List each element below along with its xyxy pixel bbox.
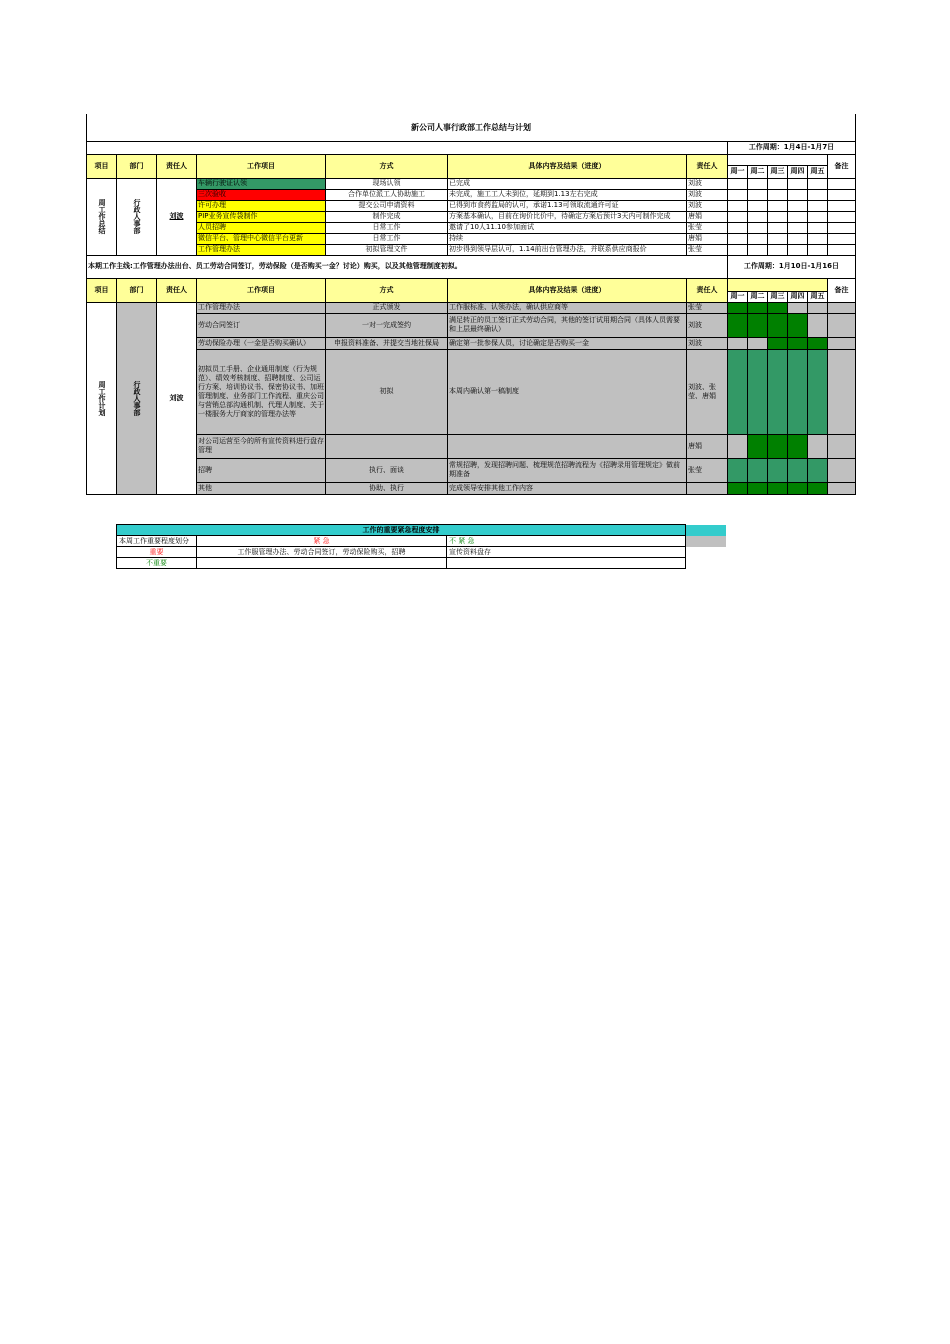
plan-work-item: 工作管理办法 [197,302,326,313]
summary-day-cell [768,233,788,244]
plan-row [87,302,856,313]
plan-row [87,349,856,434]
plan-person: 刘波 [687,337,728,349]
plan-day-cell [728,434,748,458]
plan-day-cell [768,482,788,494]
summary-person: 刘波 [687,189,728,200]
important-not-urgent-cell: 宣传资料盘存 [447,547,686,558]
summary-remark-cell [828,200,856,211]
plan-day-header: 周四 [788,291,808,302]
plan-day-cell [748,337,768,349]
not-important-label: 不重要 [117,558,197,569]
plan-person: 唐娟 [687,434,728,458]
plan-header-person: 责任人 [687,278,728,302]
header-detail: 具体内容及结果（进度） [448,154,687,178]
summary-day-cell [748,178,768,189]
summary-person: 张莹 [687,244,728,255]
summary-row [87,189,856,200]
plan-day-cell [808,349,828,434]
report-table [86,114,856,495]
summary-work-item: 三次验收 [197,189,326,200]
plan-header-method: 方式 [326,278,448,302]
plan-day-header: 周一 [728,291,748,302]
summary-person: 刘波 [687,200,728,211]
plan-dept-text: 行政人事部 [133,380,141,416]
summary-work-item: 许可办理 [197,200,326,211]
plan-day-cell [728,482,748,494]
summary-dept-text: 行政人事部 [133,199,141,234]
plan-day-cell [748,434,768,458]
plan-day-cell [788,349,808,434]
plan-row [87,434,856,458]
importance-gray-fill [686,536,727,547]
summary-detail: 初步得到领导层认可，1.14前出台管理办法，并联系供应商报价 [448,244,687,255]
summary-remark-cell [828,222,856,233]
summary-work-item: 微信平台、管理中心微信平台更新 [197,233,326,244]
summary-day-cell [728,200,748,211]
plan-header-work-item: 工作项目 [197,278,326,302]
plan-detail: 工作服标准、认领办法，确认供应商等 [448,302,687,313]
plan-detail: 本周内确认第一稿制度 [448,349,687,434]
summary-day-cell [748,222,768,233]
plan-day-cell [768,302,788,313]
summary-day-cell [768,244,788,255]
summary-day-cell [788,244,808,255]
plan-row [87,313,856,337]
plan-header-detail: 具体内容及结果（进度） [448,278,687,302]
summary-person: 唐娟 [687,211,728,222]
summary-method: 初拟管理文件 [326,244,448,255]
plan-header-dept: 部门 [117,278,157,302]
plan-detail: 常规招聘，发现招聘问题、梳理规范招聘流程为《招聘录用管理规定》做前期准备 [448,458,687,482]
importance-title-fill [686,525,727,536]
plan-section-label [87,302,117,494]
plan-work-item: 对公司运营至今的所有宣传资料进行盘存管理 [197,434,326,458]
summary-day-cell [728,244,748,255]
summary-day-cell [748,211,768,222]
plan-day-cell [788,313,808,337]
summary-day-header: 周三 [768,165,788,178]
plan-day-cell [808,482,828,494]
plan-days-header-fill [728,278,828,291]
summary-method: 合作单位派工人协助施工 [326,189,448,200]
summary-day-header: 周一 [728,165,748,178]
summary-work-item: PIP业务宣传袋制作 [197,211,326,222]
plan-method [326,434,448,458]
plan-label-text: 周工作计划 [98,380,106,416]
plan-detail: 确定第一批参保人员，讨论确定是否购买一金 [448,337,687,349]
plan-method: 正式颁发 [326,302,448,313]
summary-remark-cell [828,244,856,255]
plan-day-cell [788,458,808,482]
summary-day-cell [788,233,808,244]
summary-day-cell [808,189,828,200]
plan-row [87,458,856,482]
plan-day-cell [788,337,808,349]
summary-method: 提交公司申请资料 [326,200,448,211]
summary-row [87,211,856,222]
summary-person: 张莹 [687,222,728,233]
plan-period: 工作周期：1月10日-1月16日 [728,255,856,278]
summary-day-cell [768,178,788,189]
summary-method: 日常工作 [326,222,448,233]
plan-day-header: 周二 [748,291,768,302]
summary-detail: 未完成，施工工人未到位，延期到1.13左右完成 [448,189,687,200]
summary-method: 现场认领 [326,178,448,189]
plan-method: 一对一完成签约 [326,313,448,337]
summary-dept [117,178,157,255]
summary-method: 制作完成 [326,211,448,222]
page-title: 新公司人事行政部工作总结与计划 [87,114,856,141]
plan-day-cell [788,302,808,313]
header-remark: 备注 [828,154,856,178]
header-person: 责任人 [687,154,728,178]
plan-work-item: 劳动保险办理（一金是否购买确认） [197,337,326,349]
summary-day-cell [728,222,748,233]
summary-method: 日常工作 [326,233,448,244]
plan-person: 刘波 [687,313,728,337]
plan-day-cell [748,349,768,434]
summary-row [87,244,856,255]
plan-day-cell [808,337,828,349]
summary-label-text: 周工作总结 [98,199,106,234]
summary-person: 唐娟 [687,233,728,244]
summary-day-cell [788,189,808,200]
summary-day-cell [788,222,808,233]
plan-work-item: 劳动合同签订 [197,313,326,337]
plan-day-cell [728,337,748,349]
not-urgent-label: 不 紧 急 [447,536,686,547]
summary-detail: 已得到市食药监局的认可，承诺1.13可领取流通许可证 [448,200,687,211]
summary-section-label [87,178,117,255]
plan-row [87,482,856,494]
plan-day-cell [788,482,808,494]
plan-person: 刘波、张莹、唐娟 [687,349,728,434]
plan-remark-cell [828,337,856,349]
summary-day-cell [768,189,788,200]
summary-day-cell [728,189,748,200]
summary-day-cell [748,200,768,211]
header-item: 项目 [87,154,117,178]
summary-remark-cell [828,178,856,189]
summary-detail: 方案基本确认，目前在询价比价中，待确定方案后预计3天内可制作完成 [448,211,687,222]
plan-remark-cell [828,482,856,494]
plan-day-cell [768,349,788,434]
plan-remark-cell [828,458,856,482]
summary-remark-cell [828,233,856,244]
plan-day-cell [748,482,768,494]
plan-day-cell [728,458,748,482]
summary-day-header: 周五 [808,165,828,178]
summary-row [87,233,856,244]
summary-detail: 已完成 [448,178,687,189]
summary-day-cell [788,211,808,222]
plan-day-cell [728,302,748,313]
summary-day-cell [808,178,828,189]
plan-header-row [87,278,856,291]
summary-day-cell [728,178,748,189]
summary-row [87,222,856,233]
header-dept: 部门 [117,154,157,178]
summary-work-item: 人员招聘 [197,222,326,233]
plan-person: 张莹 [687,458,728,482]
urgent-label: 紧 急 [197,536,447,547]
header-owner: 责任人 [157,154,197,178]
summary-row [87,200,856,211]
plan-day-cell [728,349,748,434]
plan-day-cell [768,458,788,482]
header-work-item: 工作项目 [197,154,326,178]
plan-header-remark: 备注 [828,278,856,302]
summary-day-cell [748,244,768,255]
summary-remark-cell [828,211,856,222]
important-urgent-cell: 工作服管理办法、劳动合同签订，劳动保险购买，招聘 [197,547,447,558]
plan-day-cell [808,313,828,337]
summary-day-cell [808,222,828,233]
plan-day-cell [728,313,748,337]
plan-day-cell [808,302,828,313]
plan-day-cell [808,434,828,458]
plan-method: 协助、执行 [326,482,448,494]
plan-row [87,337,856,349]
plan-work-item: 招聘 [197,458,326,482]
summary-day-cell [728,211,748,222]
importance-title: 工作的重要紧急程度安排 [117,525,686,536]
summary-day-cell [748,189,768,200]
plan-header-item: 项目 [87,278,117,302]
summary-owner: 刘波 [157,178,197,255]
important-label: 重要 [117,547,197,558]
summary-remark-cell [828,189,856,200]
plan-day-cell [748,313,768,337]
plan-remark-cell [828,434,856,458]
summary-work-item: 工作管理办法 [197,244,326,255]
summary-day-cell [768,222,788,233]
plan-day-cell [768,434,788,458]
plan-day-cell [768,337,788,349]
summary-day-cell [768,211,788,222]
summary-day-cell [768,200,788,211]
plan-day-cell [768,313,788,337]
report-sheet [86,114,856,495]
plan-method: 申报资料准备、并提交当地社保局 [326,337,448,349]
importance-row-header: 本周工作重要程度划分 [117,536,197,547]
plan-detail: 满足转正的员工签订正式劳动合同，其他的签订试用期合同（具体人员需要和上层最终确认） [448,313,687,337]
plan-day-cell [788,434,808,458]
not-important-urgent-cell [197,558,447,569]
mainline-text: 本期工作主线:工作管理办法出台、员工劳动合同签订，劳动保险（是否购买一金？讨论）购买，以及其他管理制度初拟。 [87,255,728,278]
plan-day-cell [748,302,768,313]
summary-day-cell [808,233,828,244]
summary-person: 刘波 [687,178,728,189]
header-method: 方式 [326,154,448,178]
plan-detail: 完成领导安排其他工作内容 [448,482,687,494]
plan-person [687,482,728,494]
summary-day-cell [808,200,828,211]
plan-day-header: 周五 [808,291,828,302]
summary-work-item: 车辆行驶证认领 [197,178,326,189]
summary-day-header: 周二 [748,165,768,178]
summary-day-cell [808,244,828,255]
plan-method: 初拟 [326,349,448,434]
plan-owner: 刘波 [157,302,197,494]
plan-remark-cell [828,313,856,337]
plan-person: 张莹 [687,302,728,313]
summary-day-cell [788,178,808,189]
plan-day-cell [808,458,828,482]
plan-day-cell [748,458,768,482]
summary-day-cell [728,233,748,244]
plan-method: 执行、面谈 [326,458,448,482]
plan-day-header: 周三 [768,291,788,302]
summary-day-cell [748,233,768,244]
summary-row [87,178,856,189]
plan-work-item: 其他 [197,482,326,494]
plan-detail [448,434,687,458]
summary-day-cell [808,211,828,222]
summary-day-header: 周四 [788,165,808,178]
summary-period: 工作周期：1月4日-1月7日 [728,141,856,154]
not-important-not-urgent-cell [447,558,686,569]
mainline-row [87,255,856,278]
plan-header-owner: 责任人 [157,278,197,302]
summary-detail: 持续 [448,233,687,244]
summary-detail: 邀请了10人11.10参加面试 [448,222,687,233]
summary-day-cell [788,200,808,211]
plan-dept [117,302,157,494]
importance-table [116,524,727,569]
plan-work-item: 初拟员工手册、企业通用制度（行为规范）、绩效考核制度、招聘制度、公司运行方案、培训协议书、保密协议书、加班管理制度、业务部门工作流程、重庆公司与营销总部沟通机制、代理人制度、关于一楼服务大厅商家的管理办法等 [197,349,326,434]
plan-remark-cell [828,349,856,434]
plan-remark-cell [828,302,856,313]
